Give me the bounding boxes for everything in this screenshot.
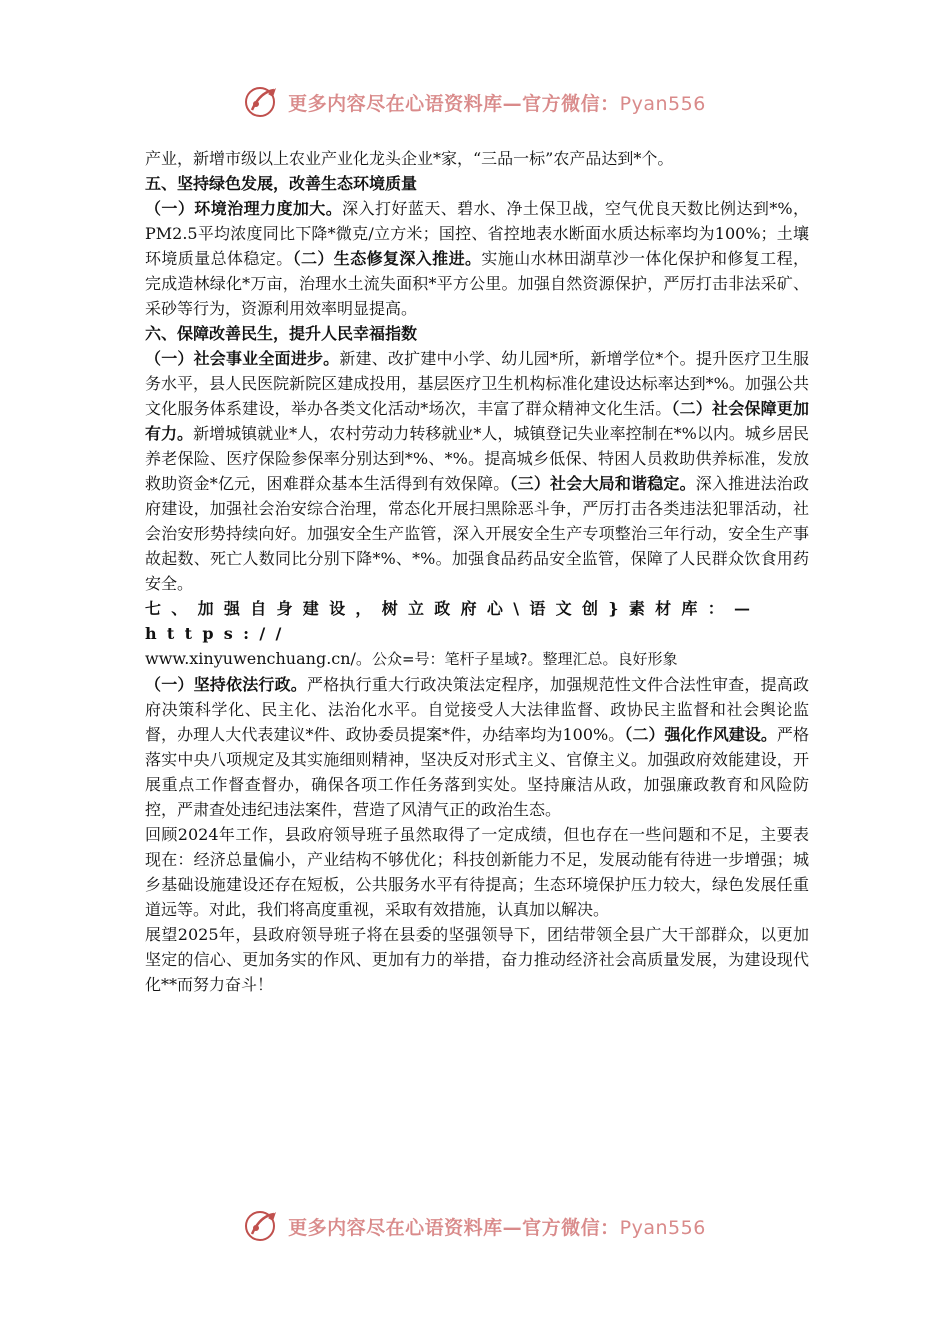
footer-banner <box>0 1208 950 1244</box>
section-heading-7: 七、加强自身建设，树立政府心\语文创}素材库：—https:// <box>145 599 761 643</box>
logo-icon <box>244 1208 280 1244</box>
banner-text: 更多内容尽在心语资料库—官方微信：Pyan556 <box>288 92 706 115</box>
section-heading-5: 五、坚持绿色发展，改善生态环境质量 <box>145 174 418 193</box>
paragraph: 产业，新增市级以上农业产业化龙头企业*家，“三品一标”农产品达到*个。 <box>145 149 674 168</box>
header-banner <box>0 84 950 120</box>
paragraph: 展望2025年，县政府领导班子将在县委的坚强领导下，团结带领全县广大干部群众，以更加坚定的信心、更加务实的作风、更加有力的举措，奋力推动经济社会高质量发展，为建设现代化**而努力奋斗！ <box>145 925 809 994</box>
section-heading-6: 六、保障改善民生，提升人民幸福指数 <box>145 324 418 343</box>
logo-icon <box>244 84 280 120</box>
section-heading-7-cont: www.xinyuwenchuang.cn/。公众=号：笔杆子星域?。整理汇总。良好形象 <box>145 649 678 668</box>
banner-text: 更多内容尽在心语资料库—官方微信：Pyan556 <box>288 1216 706 1239</box>
paragraph: （一）社会事业全面进步。新建、改扩建中小学、幼儿园*所，新增学位*个。提升医疗卫生服务水平，县人民医院新院区建成投用，基层医疗卫生机构标准化建设达标率达到*%。加强公共文化服务体系建设，举办各类文化活动*场次，丰富了群众精神文化生活。（二）社会保障更加有力。新增城镇就业*人，农村劳动力转移就业*人，城镇登记失业率控制在*%以内。城乡居民养老保险、医疗保险参保率分别达到*%、*%。提高城乡低保、特困人员救助供养标准，发放救助资金*亿元，困难群众基本生活得到有效保障。（三）社会大局和谐稳定。深入推进法治政府建设，加强社会治安综合治理，常态化开展扫黑除恶斗争，严厉打击各类违法犯罪活动，社会治安形势持续向好。加强安全生产监管，深入开展安全生产专项整治三年行动，安全生产事故起数、死亡人数同比分别下降*%、*%。加强食品药品安全监管，保障了人民群众饮食用药安全。 <box>145 349 809 593</box>
paragraph: （一）坚持依法行政。严格执行重大行政决策法定程序，加强规范性文件合法性审查，提高政府决策科学化、民主化、法治化水平。自觉接受人大法律监督、政协民主监督和社会舆论监督，办理人大代表建议*件、政协委员提案*件，办结率均为100%。（二）强化作风建设。严格落实中央八项规定及其实施细则精神，坚决反对形式主义、官僚主义。加强政府效能建设，开展重点工作督查督办，确保各项工作任务落到实处。坚持廉洁从政，加强廉政教育和风险防控，严肃查处违纪违法案件，营造了风清气正的政治生态。 <box>145 675 809 819</box>
document-body <box>145 146 809 997</box>
paragraph: （一）环境治理力度加大。深入打好蓝天、碧水、净土保卫战，空气优良天数比例达到*%，PM2.5平均浓度同比下降*微克/立方米；国控、省控地表水断面水质达标率均为100%；土壤环境质量总体稳定。（二）生态修复深入推进。实施山水林田湖草沙一体化保护和修复工程，完成造林绿化*万亩，治理水土流失面积*平方公里。加强自然资源保护，严厉打击非法采矿、采砂等行为，资源利用效率明显提高。 <box>145 199 809 318</box>
paragraph: 回顾2024年工作，县政府领导班子虽然取得了一定成绩，但也存在一些问题和不足，主要表现在：经济总量偏小，产业结构不够优化；科技创新能力不足，发展动能有待进一步增强；城乡基础设施建设还存在短板，公共服务水平有待提高；生态环境保护压力较大，绿色发展任重道远等。对此，我们将高度重视，采取有效措施，认真加以解决。 <box>145 825 809 919</box>
